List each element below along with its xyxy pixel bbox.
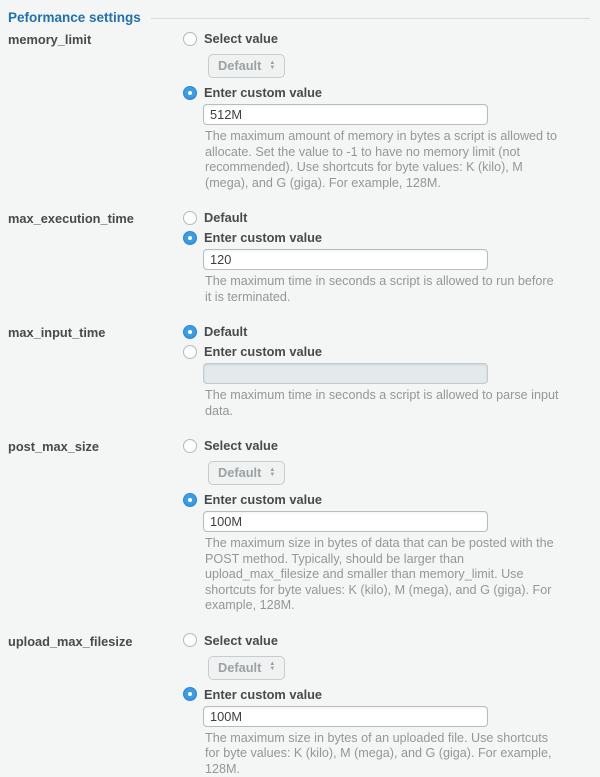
help-text: The maximum size in bytes of an uploaded file. Use shortcuts for byte values: K (kilo), M (mega), and G (giga). For example, 128M. <box>205 731 563 777</box>
custom-value-input[interactable] <box>203 706 488 727</box>
radio-option-enter-custom-value[interactable] <box>183 229 590 246</box>
setting-label: memory_limit <box>8 30 183 191</box>
header-divider <box>151 18 590 19</box>
dropdown-selected-value: Default <box>218 660 261 675</box>
radio-option-select-value[interactable] <box>183 30 590 47</box>
radio-option-label: Enter custom value <box>204 230 322 245</box>
radio-icon[interactable] <box>183 32 197 46</box>
radio-icon-selected[interactable] <box>183 687 197 701</box>
default-value-dropdown[interactable] <box>208 54 285 78</box>
setting-max-execution-time <box>0 209 600 305</box>
page-title: Peformance settings <box>8 10 141 25</box>
radio-option-select-value[interactable] <box>183 632 590 649</box>
dropdown-arrows-icon: ▲ ▼ <box>269 662 275 672</box>
radio-option-default[interactable] <box>183 209 590 226</box>
setting-upload-max-filesize <box>0 632 600 777</box>
help-text: The maximum time in seconds a script is allowed to parse input data. <box>205 388 563 419</box>
custom-value-input[interactable] <box>203 363 488 384</box>
radio-icon[interactable] <box>183 211 197 225</box>
dropdown-selected-value: Default <box>218 58 261 73</box>
radio-icon-selected[interactable] <box>183 493 197 507</box>
setting-label: max_execution_time <box>8 209 183 305</box>
radio-option-select-value[interactable] <box>183 437 590 454</box>
dropdown-arrows-icon: ▲ ▼ <box>269 468 275 478</box>
radio-option-label: Select value <box>204 438 278 453</box>
help-text: The maximum size in bytes of data that can be posted with the POST method. Typically, should be larger than upload_max_filesize and smaller than memory_limit. Use shortcuts for byte values: K (kilo), M (mega), and G (giga). For example, 128M. <box>205 536 563 614</box>
default-value-dropdown[interactable] <box>208 461 285 485</box>
setting-memory-limit <box>0 30 600 191</box>
radio-option-enter-custom-value[interactable] <box>183 491 590 508</box>
radio-icon-selected[interactable] <box>183 231 197 245</box>
dropdown-selected-value: Default <box>218 465 261 480</box>
help-text: The maximum amount of memory in bytes a script is allowed to allocate. Set the value to -1 to have no memory limit (not recommended). Use shortcuts for byte values: K (kilo), M (mega), and G (giga). For example, 128M. <box>205 129 563 191</box>
radio-option-label: Enter custom value <box>204 492 322 507</box>
dropdown-arrows-icon: ▲ ▼ <box>269 61 275 71</box>
radio-icon-selected[interactable] <box>183 325 197 339</box>
radio-icon[interactable] <box>183 345 197 359</box>
help-text: The maximum time in seconds a script is allowed to run before it is terminated. <box>205 274 563 305</box>
radio-option-label: Enter custom value <box>204 85 322 100</box>
radio-option-enter-custom-value[interactable] <box>183 343 590 360</box>
radio-option-default[interactable] <box>183 323 590 340</box>
radio-icon[interactable] <box>183 439 197 453</box>
section-header <box>0 0 600 30</box>
radio-option-label: Enter custom value <box>204 344 322 359</box>
radio-icon[interactable] <box>183 633 197 647</box>
radio-option-label: Select value <box>204 633 278 648</box>
radio-option-label: Select value <box>204 31 278 46</box>
setting-post-max-size <box>0 437 600 614</box>
setting-label: post_max_size <box>8 437 183 614</box>
radio-option-enter-custom-value[interactable] <box>183 686 590 703</box>
radio-option-label: Default <box>204 324 247 339</box>
custom-value-input[interactable] <box>203 104 488 125</box>
radio-option-enter-custom-value[interactable] <box>183 84 590 101</box>
default-value-dropdown[interactable] <box>208 656 285 680</box>
setting-label: upload_max_filesize <box>8 632 183 777</box>
radio-icon-selected[interactable] <box>183 86 197 100</box>
setting-max-input-time <box>0 323 600 419</box>
custom-value-input[interactable] <box>203 249 488 270</box>
setting-label: max_input_time <box>8 323 183 419</box>
radio-option-label: Enter custom value <box>204 687 322 702</box>
radio-option-label: Default <box>204 210 247 225</box>
custom-value-input[interactable] <box>203 511 488 532</box>
